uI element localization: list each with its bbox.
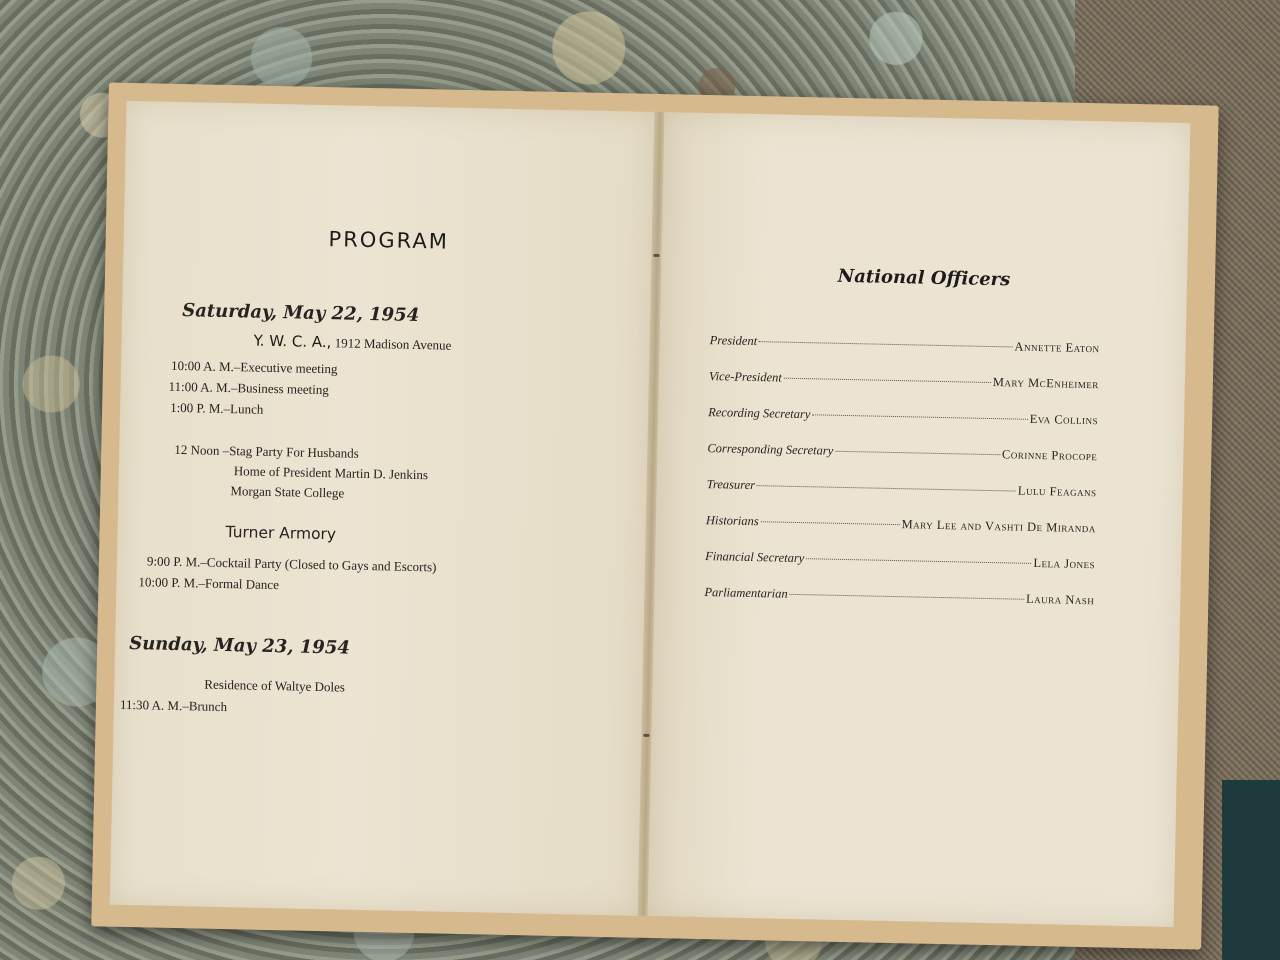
officer-name: Mary McEnheimer: [992, 375, 1100, 392]
officer-row: [710, 333, 1100, 356]
dotted-leader: [759, 341, 1012, 347]
stag-party-line: 12 Noon –Stag Party For Husbands: [174, 441, 359, 461]
officer-name: Annette Eaton: [1014, 339, 1100, 356]
schedule-item: 10:00 A. M.–Executive meeting: [170, 357, 338, 377]
dotted-leader: [757, 485, 1016, 491]
sunday-item: 11:30 A. M.–Brunch: [119, 696, 228, 715]
schedule-item: 1:00 P. M.–Lunch: [170, 399, 264, 417]
dotted-leader: [784, 378, 991, 383]
officer-row: [707, 441, 1097, 464]
officer-role: Historians: [705, 513, 759, 529]
national-officers-title: National Officers: [837, 265, 1011, 291]
officer-name: Eva Collins: [1029, 411, 1099, 428]
dotted-leader: [806, 558, 1031, 564]
saturday-date: Saturday, May 22, 1954: [181, 300, 420, 327]
staple: [643, 734, 649, 737]
officer-row: [704, 585, 1094, 608]
staple: [653, 254, 659, 257]
dotted-leader: [835, 451, 1000, 455]
armory-item: 9:00 P. M.–Cocktail Party (Closed to Gays and Escorts): [146, 553, 437, 575]
program-title: PROGRAM: [328, 227, 450, 254]
officer-row: [708, 405, 1098, 428]
armory-item: 10:00 P. M.–Formal Dance: [138, 574, 280, 593]
ywca-venue: [253, 332, 451, 354]
officer-row: [706, 513, 1096, 536]
stag-party-college: Morgan State College: [230, 483, 345, 501]
officer-row: [705, 549, 1095, 572]
officer-name: Corinne Procope: [1001, 447, 1098, 464]
dotted-leader: [761, 521, 900, 525]
ywca-address: 1912 Madison Avenue: [334, 335, 452, 353]
officer-role: Treasurer: [706, 477, 756, 493]
stag-party-location: Home of President Martin D. Jenkins: [233, 463, 429, 483]
teal-object-corner: [1222, 780, 1280, 960]
officer-name: Mary Lee and Vashti De Miranda: [901, 517, 1096, 536]
sunday-date: Sunday, May 23, 1954: [128, 633, 351, 659]
officer-role: Vice-President: [708, 369, 782, 385]
schedule-item: 11:00 A. M.–Business meeting: [168, 378, 329, 398]
officer-name: Lela Jones: [1033, 555, 1096, 572]
officer-name: Lulu Feagans: [1017, 483, 1097, 500]
sunday-venue: Residence of Waltye Doles: [204, 676, 346, 695]
officer-role: Corresponding Secretary: [707, 441, 834, 458]
officer-role: Parliamentarian: [704, 585, 788, 601]
officer-name: Laura Nash: [1025, 591, 1095, 608]
dotted-leader: [790, 594, 1024, 600]
right-page: [648, 112, 1191, 927]
officer-role: President: [709, 333, 758, 349]
program-booklet: [91, 82, 1218, 949]
officer-role: Financial Secretary: [705, 549, 805, 566]
turner-armory-heading: Turner Armory: [225, 523, 337, 544]
left-page: [110, 101, 657, 916]
officer-row: [709, 369, 1099, 392]
ywca-name: Y. W. C. A.,: [253, 331, 332, 352]
officer-row: [707, 477, 1097, 500]
dotted-leader: [812, 414, 1027, 420]
officer-role: Recording Secretary: [708, 405, 811, 422]
